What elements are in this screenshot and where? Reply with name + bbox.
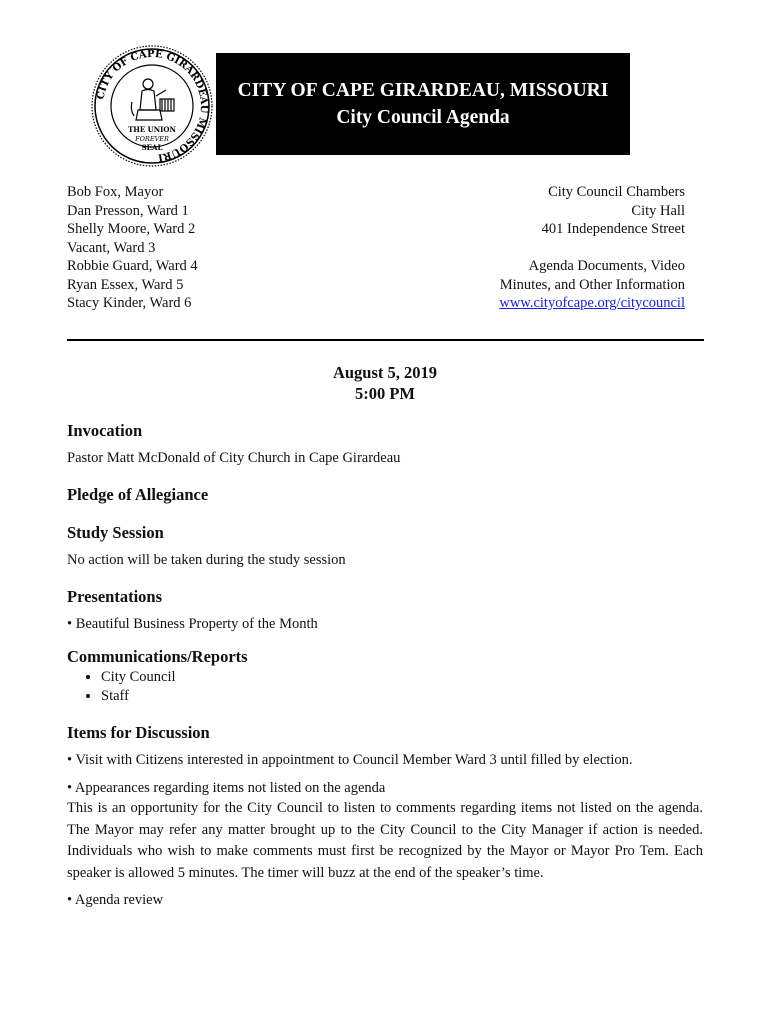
- meeting-location: [499, 183, 685, 313]
- member-ward-2: Shelly Moore, Ward 2: [67, 221, 196, 237]
- discussion-heading: Items for Discussion: [67, 723, 210, 742]
- communications-list: [67, 668, 703, 706]
- study-session-text: No action will be taken during the study session: [67, 552, 346, 568]
- location-chambers: City Council Chambers: [548, 184, 685, 200]
- agenda-title-box: [216, 53, 630, 155]
- pledge-heading: Pledge of Allegiance: [67, 485, 209, 504]
- documents-note-line1: Agenda Documents, Video: [528, 258, 685, 274]
- location-city-hall: City Hall: [631, 202, 685, 219]
- list-item: • City Council: [101, 668, 703, 687]
- discussion-item-citizens: • Visit with Citizens interested in appointment to Council Member Ward 3 until filled by election.: [67, 752, 633, 768]
- presentations-item: • Beautiful Business Property of the Month: [67, 616, 318, 632]
- invocation-text: Pastor Matt McDonald of City Church in Cape Girardeau: [67, 450, 401, 466]
- member-ward-1: Dan Presson, Ward 1: [67, 202, 189, 219]
- city-seal-logo: [90, 44, 214, 168]
- meeting-time: 5:00 PM: [354, 384, 416, 403]
- agenda-subtitle: City Council Agenda: [336, 107, 510, 128]
- discussion-item-agenda-review: • Agenda review: [67, 892, 164, 908]
- city-council-link[interactable]: www.cityofcape.org/citycouncil: [499, 295, 685, 311]
- location-street: 401 Independence Street: [541, 221, 685, 237]
- council-members-list: [67, 183, 198, 313]
- list-item: • Staff: [101, 687, 703, 706]
- seal-ring-text: CITY OF CAPE GIRARDEAU MISSOURI: [95, 48, 210, 163]
- discussion-item-appearances: • Appearances regarding items not listed on the agenda: [67, 780, 386, 796]
- seal-motto-line3: SEAL: [141, 143, 163, 152]
- seal-motto-line2: FOREVER: [135, 135, 169, 143]
- meeting-date: August 5, 2019: [332, 363, 438, 382]
- documents-note-line2: Minutes, and Other Information: [499, 276, 685, 293]
- city-title: CITY OF CAPE GIRARDEAU, MISSOURI: [237, 80, 609, 101]
- member-ward-4: Robbie Guard, Ward 4: [67, 258, 198, 274]
- meeting-datetime: [0, 362, 770, 404]
- header-divider: [67, 339, 704, 341]
- member-mayor: Bob Fox, Mayor: [67, 184, 164, 200]
- communications-heading: Communications/Reports: [67, 647, 248, 666]
- agenda-body: [67, 420, 703, 910]
- seal-motto-line1: THE UNION: [128, 125, 176, 134]
- member-ward-5: Ryan Essex, Ward 5: [67, 276, 184, 293]
- member-ward-3: Vacant, Ward 3: [67, 239, 156, 256]
- discussion-appearances-description: This is an opportunity for the City Council to listen to comments regarding items not listed on the agenda. The Mayor may refer any matter brought up to the City Council to the City Manager if action is needed. Individuals who wish to make comments must first be recognized by the Mayor or Mayor Pro Tem. Each speaker is allowed 5 minutes. The timer will buzz at the end of the speaker’s time.: [67, 800, 703, 881]
- presentations-heading: Presentations: [67, 587, 163, 606]
- invocation-heading: Invocation: [67, 421, 143, 440]
- study-session-heading: Study Session: [67, 523, 164, 542]
- member-ward-6: Stacy Kinder, Ward 6: [67, 295, 192, 311]
